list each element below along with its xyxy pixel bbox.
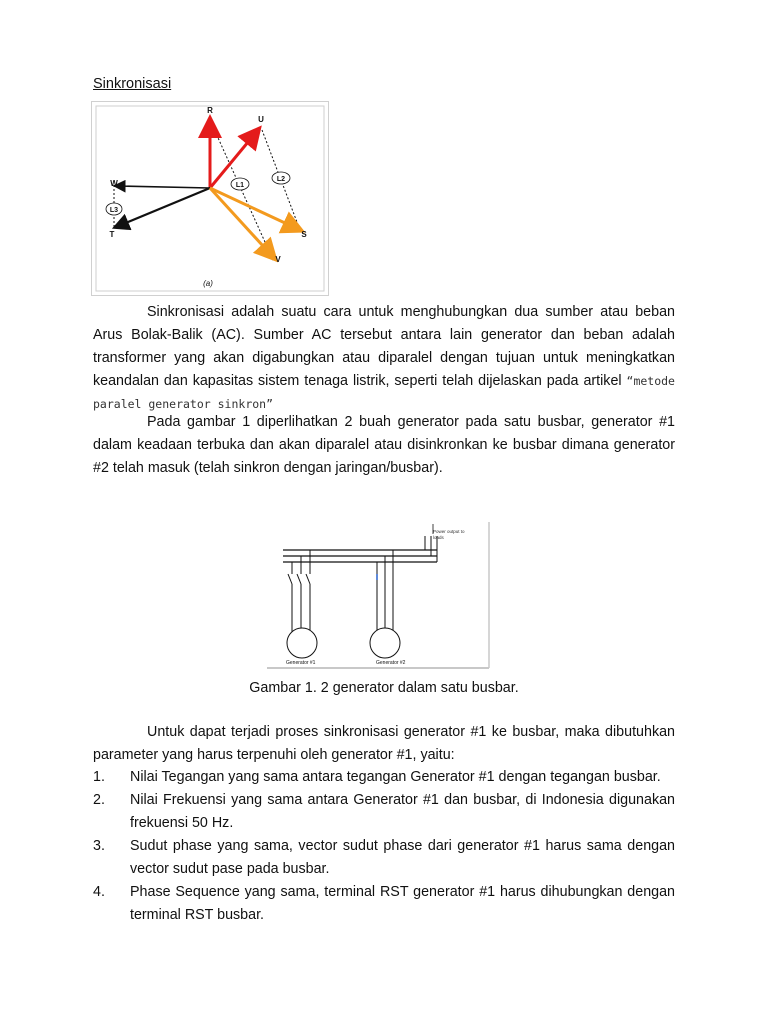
list-item: 1. Nilai Tegangan yang sama antara tegangan Generator #1 dengan tegangan busbar. xyxy=(93,769,661,785)
power-output-label: Power output to xyxy=(433,529,465,534)
busbar-schematic xyxy=(267,522,493,671)
figure-a-label: (a) xyxy=(203,279,213,288)
list-item: 3. Sudut phase yang sama, vector sudut phase dari generator #1 harus sama dengan vector sudut pase pada busbar. xyxy=(93,838,675,877)
list-item: 2. Nilai Frekuensi yang sama antara Generator #1 dan busbar, di Indonesia digunakan frekuensi 50 Hz. xyxy=(93,792,675,831)
paragraph-3 xyxy=(93,721,675,767)
generator-1-symbol xyxy=(287,628,317,658)
l3-label: L3 xyxy=(109,207,119,214)
l2-label: L2 xyxy=(276,176,286,183)
s-label: S xyxy=(301,230,307,239)
w-label: W xyxy=(110,179,118,188)
paragraph-1 xyxy=(93,301,675,416)
generator-2-label: Generator #2 xyxy=(376,660,406,666)
section-heading: Sinkronisasi xyxy=(93,76,172,92)
requirements-list xyxy=(93,766,675,927)
figure-caption: Gambar 1. 2 generator dalam satu busbar. xyxy=(249,680,519,696)
paragraph-2-text: Pada gambar 1 diperlihatkan 2 buah generator pada satu busbar, generator #1 dalam keadaan terbuka dan akan diparalel atau disinkronkan ke busbar dimana generator #2 telah masuk (telah sinkron dengan jaringan/busbar). xyxy=(93,414,675,476)
busbar-figure xyxy=(267,522,493,671)
paragraph-2 xyxy=(93,411,675,480)
paragraph-1-text: Sinkronisasi adalah suatu cara untuk menghubungkan dua sumber atau beban Arus Bolak-Balik (AC). Sumber AC tersebut antara lain generator dan beban adalah transformer yang akan digabungkan atau diparalel dengan tujuan untuk meningkatkan keandalan dan kapasitas sistem tenaga listrik, seperti telah dijelaskan pada artikel xyxy=(93,304,675,389)
t-label: T xyxy=(109,230,115,239)
phasor-diagram xyxy=(92,102,328,295)
paragraph-3-text: Untuk dapat terjadi proses sinkronisasi generator #1 ke busbar, maka dibutuhkan parameter yang harus terpenuhi oleh generator #1, yaitu: xyxy=(93,724,675,763)
r-label: R xyxy=(207,106,213,115)
loads-label: loads xyxy=(433,535,444,540)
generator-2-symbol xyxy=(370,628,400,658)
u-label: U xyxy=(258,115,264,124)
article-link[interactable]: “metode paralel generator sinkron” xyxy=(93,374,675,411)
l1-label: L1 xyxy=(235,182,245,189)
generator-1-label: Generator #1 xyxy=(286,660,316,666)
v-label: V xyxy=(275,255,281,264)
phasor-diagram-figure xyxy=(91,101,329,296)
list-item: 4. Phase Sequence yang sama, terminal RST generator #1 harus dihubungkan dengan terminal RST busbar. xyxy=(93,884,675,923)
